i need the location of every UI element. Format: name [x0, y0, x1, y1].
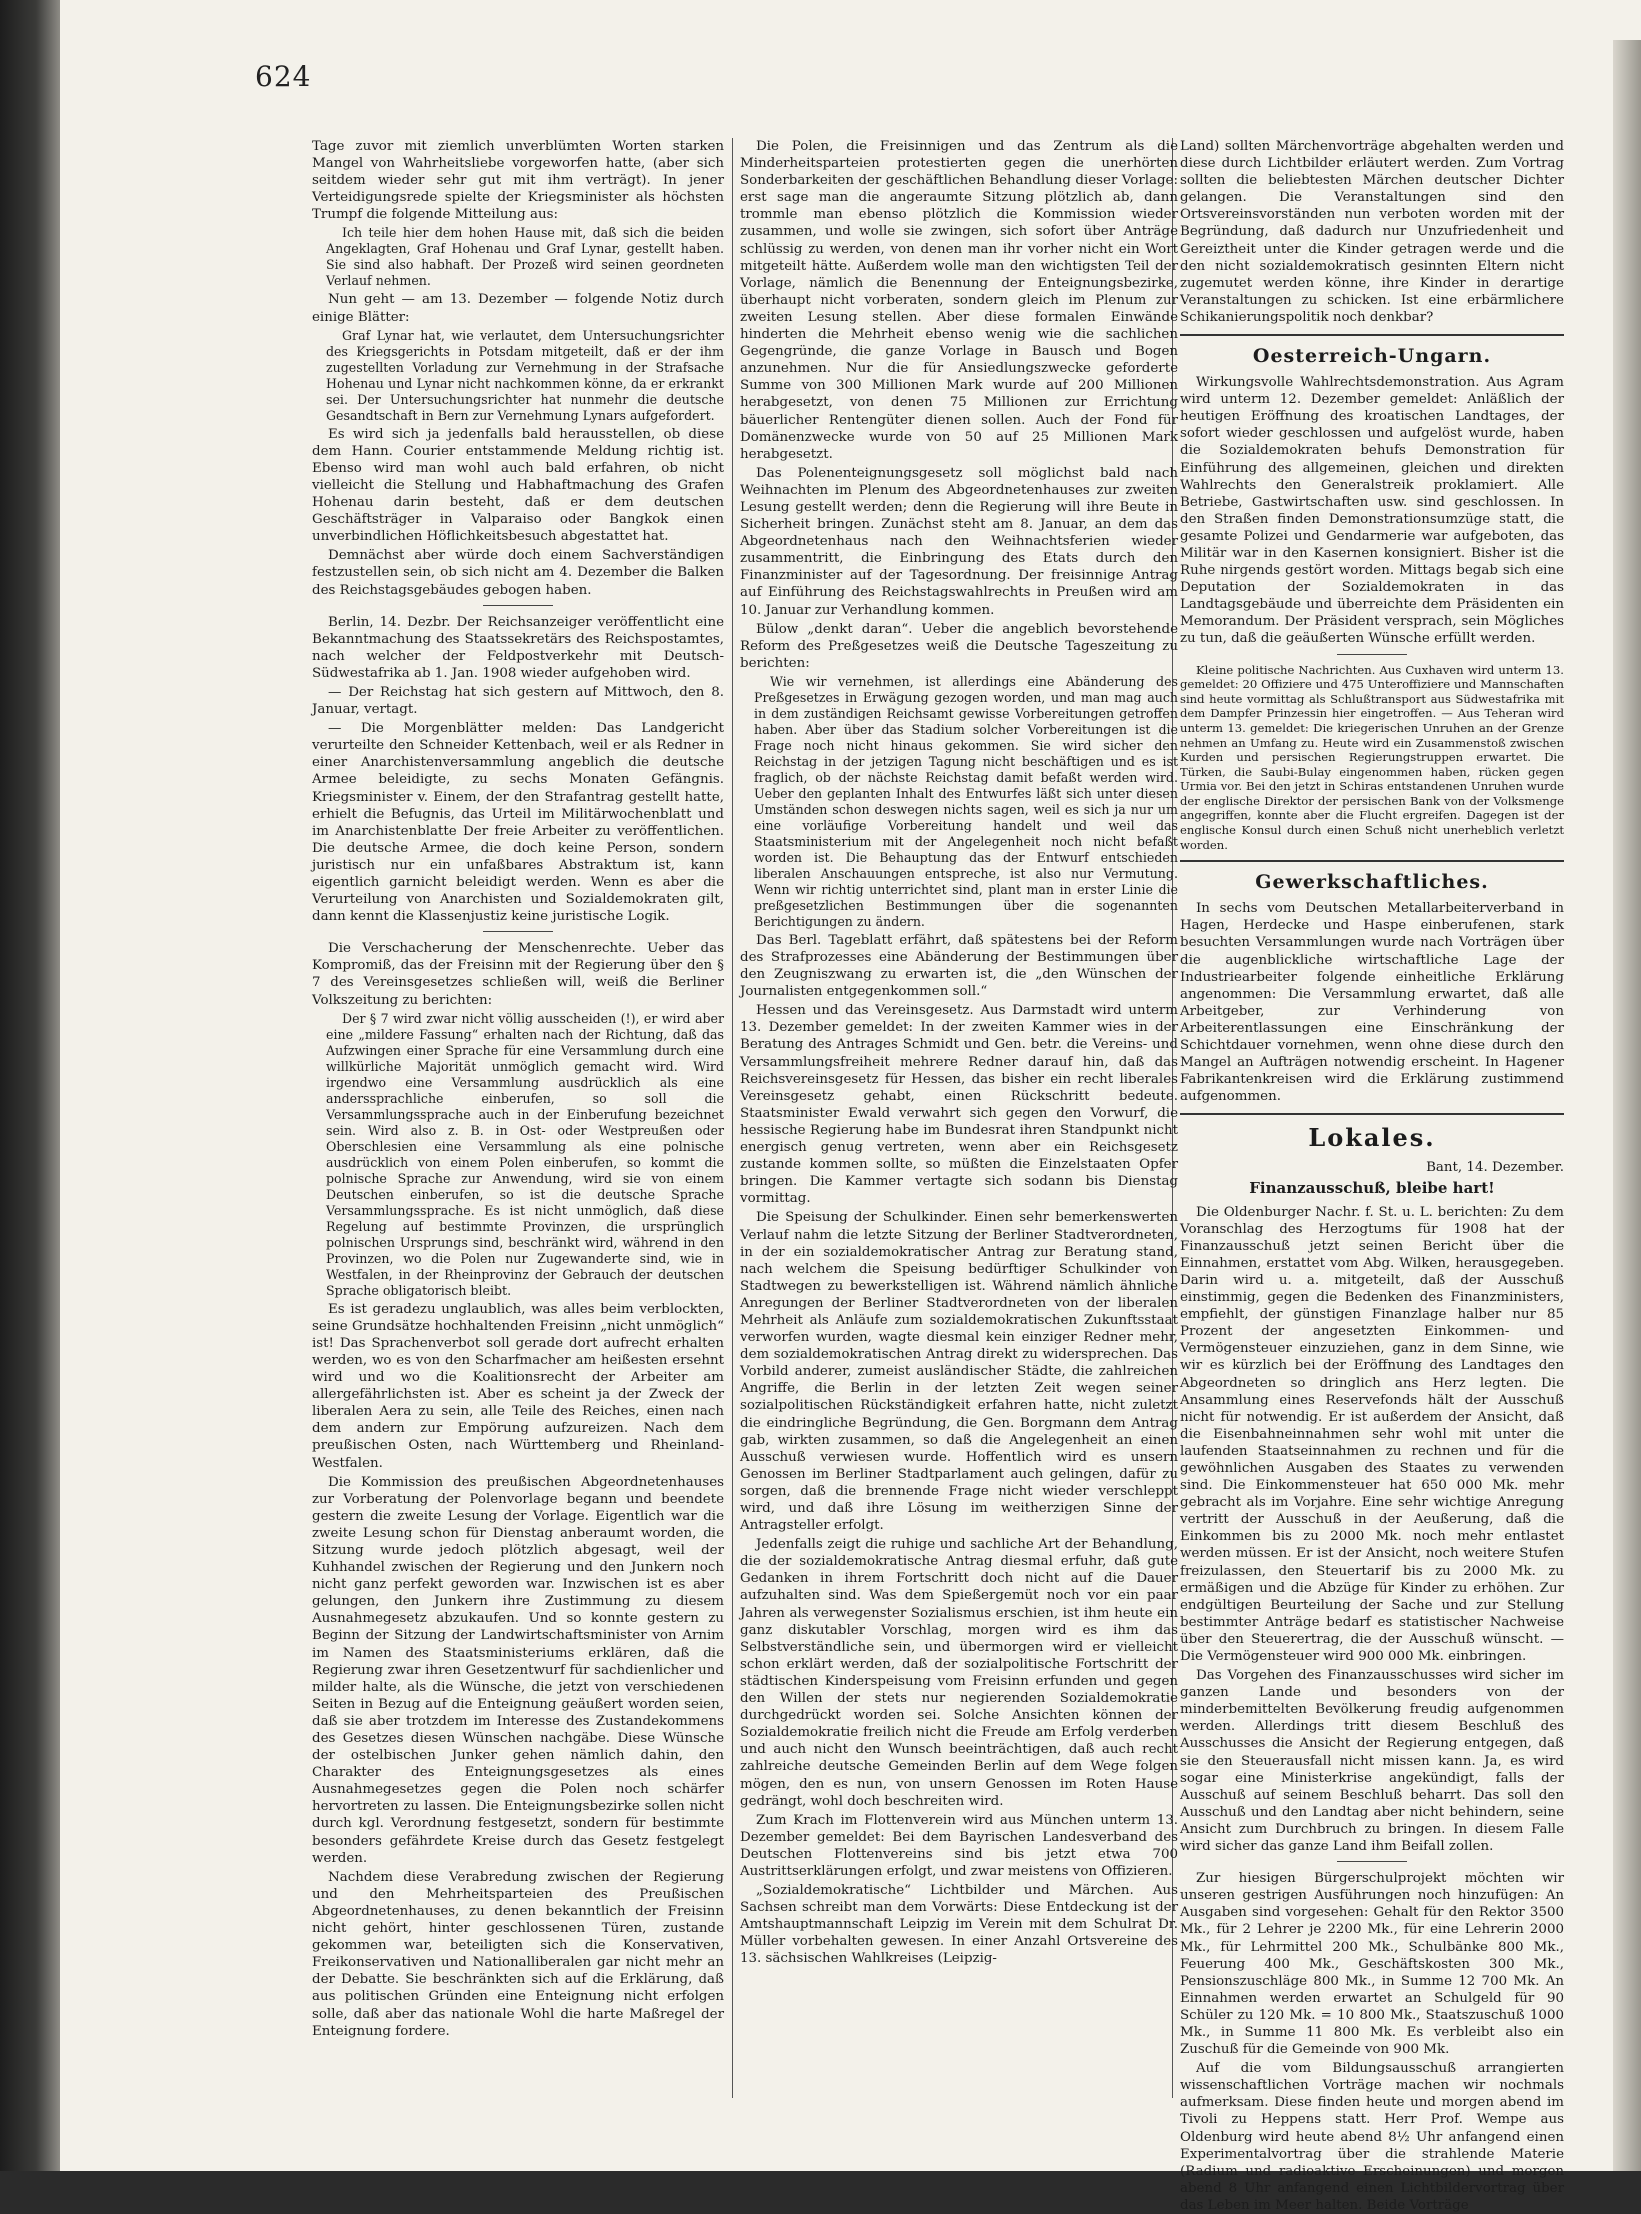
paragraph: Es wird sich ja jedenfalls bald herausstellen, ob diese dem Hann. Courier entstammende Meldung richtig ist. Ebenso wird man wohl auch bald erfahren, ob nicht vielleicht die Stellung und Habhaftmachung des Grafen Hohenau darin besteht, daß er dem deutschen Geschäftsträger in Valparaiso oder Bangkok einen unverbindlichen Höflichkeitsbesuch abgestattet hat.: [312, 426, 724, 545]
section-heading-austria: Oesterreich-Ungarn.: [1252, 345, 1492, 368]
separator: [483, 931, 553, 932]
paragraph: Die Kommission des preußischen Abgeordnetenhauses zur Vorberatung der Polenvorlage begann und beendete gestern die zweite Lesung der Vorlage. Eigentlich war die zweite Lesung schon für Dienstag anberaumt worden, die Sitzung wurde jedoch plötzlich abgesagt, weil der Kuhhandel zwischen der Regierung und den Junkern noch nicht ganz perfekt geworden war. Inzwischen ist es aber gelungen, den Junkern ihre Zustimmung zu diesem Ausnahmegesetz abzukaufen. Und so konnte gestern zu Beginn der Sitzung der Landwirtschaftsminister von Arnim im Namen des Staatsministeriums erklären, daß die Regierung zwar ihren Gesetzentwurf für sachdienlicher und milder halte, als die Wünsche, die jetzt von verschiedenen Seiten in Bezug auf die Enteignung geäußert worden seien, daß sie aber trotzdem im Interesse des Zustandekommens des Gesetzes diesen Wünschen nachgäbe. Diese Wünsche der ostelbischen Junker gehen nämlich dahin, den Charakter des Enteignungsgesetzes als eines Ausnahmegesetzes gegen die Polen noch schärfer hervortreten zu lassen. Die Enteignungsbezirke sollen nicht durch kgl. Verordnung festgesetzt, sondern für bestimmte besonders gefährdete Kreise durch das Gesetz festgelegt werden.: [312, 1474, 724, 1866]
paragraph: Die Oldenburger Nachr. f. St. u. L. berichten: Zu dem Voranschlag des Herzogtums für 1908 hat der Finanzausschuß jetzt seinen Bericht über die Einnahmen, erstattet vom Abg. Wilken, herausgegeben. Darin wird u. a. mitgeteilt, daß der Ausschuß einstimmig, gegen die Bedenken des Finanzministers, empfiehlt, der günstigen Finanzlage halber nur 85 Prozent der angesetzten Einkommen- und Vermögensteuer einzuziehen, ganz in dem Sinne, wie wir es kürzlich bei der Eröffnung des Landtages den Abgeordneten so dringlich ans Herz legten. Die Ansammlung eines Reservefonds hält der Ausschuß nicht für notwendig. Er ist außerdem der Ansicht, daß die Eisenbahneinnahmen sehr wohl mit unter die laufenden Staatseinnahmen zu rechnen und für die gewöhnlichen Ausgaben des Staates zu verwenden sind. Die Einkommensteuer hat 650 000 Mk. mehr gebracht als im Vorjahre. Eine sehr wichtige Anregung vertritt der Ausschuß in der Aeußerung, daß die Einkommen bis zu 2000 Mk. noch mehr entlastet werden müssen. Er ist der Ansicht, noch weitere Stufen freizulassen, den Steuertarif bis zu 2000 Mk. zu ermäßigen und die Abzüge für Kinder zu erhöhen. Zur endgültigen Beurteilung der Sache und zur Stellung bestimmter Anträge bedarf es statistischer Nachweise über den Steuerertrag, die der Ausschuß wünscht. — Die Vermögensteuer wird 900 000 Mk. einbringen.: [1180, 1204, 1564, 1664]
dateline: Bant, 14. Dezember.: [1426, 1160, 1564, 1176]
column-middle: [740, 138, 1178, 2138]
paragraph: Wirkungsvolle Wahlrechtsdemonstration. Aus Agram wird unterm 12. Dezember gemeldet: Anläßlich der heutigen Eröffnung des kroatischen Landtages, der sofort wieder geschlossen und aufgelöst wurde, haben die Sozialdemokraten behufs Demonstration für Einführung des allgemeinen, gleichen und direkten Wahlrechts den Generalstreik proklamiert. Alle Betriebe, Gastwirtschaften usw. sind geschlossen. In den Straßen finden Demonstrationsumzüge statt, die gesamte Polizei und Gendarmerie war aufgeboten, das Militär war in den Kasernen konsigniert. Bisher ist die Ruhe nirgends gestört worden. Mittags begab sich eine Deputation der Sozialdemokraten in das Landtagsgebäude und überreichte dem Präsidenten ein Memorandum. Der Präsident versprach, sein Mögliches zu tun, daß die geäußerten Wünsche erfüllt werden.: [1180, 375, 1564, 647]
page-number: 624: [255, 60, 312, 93]
paragraph: Es ist geradezu unglaublich, was alles beim verblockten, seine Grundsätze hochhaltenden Freisinn „nicht unmöglich“ ist! Das Sprachenverbot soll gerade dort aufrecht erhalten werden, wo es von den Scharfmacher am heißesten ersehnt wird und wo die Koalitionsrecht der Arbeiter am allergefährlichsten ist. Aber es scheint ja der Zweck der liberalen Aera zu sein, alle Teile des Reiches, einen nach dem andern zur Empörung aufzureizen. Nach dem preußischen Osten, nach Württemberg und Rheinland-Westfalen.: [312, 1301, 724, 1471]
article-heading: Finanzausschuß, bleibe hart!: [1249, 1179, 1495, 1198]
paragraph: Tage zuvor mit ziemlich unverblümten Worten starken Mangel von Wahrheitsliebe vorgeworfen hatte, (aber sich seitdem wieder sehr gut mit ihm verträgt). In jener Verteidigungsrede spielte der Kriegsminister als höchsten Trumpf die folgende Mitteilung aus:: [312, 139, 724, 223]
paragraph: Zum Krach im Flottenverein wird aus München unterm 13. Dezember gemeldet: Bei dem Bayrischen Landesverband des Deutschen Flottenvereins sind bis jetzt etwa 700 Austrittserklärungen erfolgt, und zwar meistens von Offizieren.: [740, 1812, 1178, 1879]
paragraph: Das Vorgehen des Finanzausschusses wird sicher im ganzen Lande und besonders von der minderbemittelten Bevölkerung freudig aufgenommen werden. Allerdings tritt diesem Beschluß des Ausschusses die Ansicht der Regierung entgegen, daß sie den Steuerausfall nicht missen kann. Ja, es wird sogar eine Ministerkrise angekündigt, falls der Ausschuß auf seinem Beschluß beharrt. Das soll den Ausschuß und den Landtag aber nicht behindern, seine Ansicht zum Durchbruch zu bringen. In diesem Falle wird sicher das ganze Land ihm Beifall zollen.: [1180, 1668, 1564, 1855]
page-edge: [1613, 40, 1641, 2171]
quotation: Ich teile hier dem hohen Hause mit, daß sich die beiden Angeklagten, Graf Hohenau und Graf Lynar, gestellt haben. Sie sind also habhaft. Der Prozeß wird seinen geordneten Verlauf nehmen.: [326, 225, 724, 289]
paragraph: — Der Reichstag hat sich gestern auf Mittwoch, den 8. Januar, vertagt.: [312, 684, 724, 718]
paragraph: Auf die vom Bildungsausschuß arrangierten wissenschaftlichen Vorträge machen wir nochmals aufmerksam. Diese finden heute und morgen abend im Tivoli zu Heppens statt. Herr Prof. Wempe aus Oldenburg wird heute abend 8½ Uhr anfangend einen Experimentalvortrag über die strahlende Materie (Radium und radioaktive Erscheinungen) und morgen abend 8 Uhr anfangend einen Lichtbildervortrag über das Leben im Meer halten. Beide Vorträge: [1180, 2061, 1564, 2213]
quotation: Wie wir vernehmen, ist allerdings eine Abänderung des Preßgesetzes in Erwägung gezogen worden, und man mag auch in dem zuständigen Reichsamt gewisse Vorbereitungen getroffen haben. Aber über das Stadium solcher Vorbereitungen ist die Frage noch nicht hinaus gekommen. Sie wird sicher den Reichstag in der jetzigen Tagung nicht beschäftigen und es ist fraglich, ob der nächste Reichstag damit befaßt werden wird. Ueber den geplanten Inhalt des Entwurfes läßt sich unter diesen Umständen schon deswegen nichts sagen, weil es sich ja nur um eine vorläufige Vorbereitung handelt und weil das Staatsministerium mit der Angelegenheit noch nicht befaßt worden ist. Die Behauptung das der Entwurf entschieden liberalen Anschauungen entspreche, ist also nur Vermutung. Wenn wir richtig unterrichtet sind, plant man in erster Linie die preßgesetzlichen Bestimmungen über die sogenannten Berichtigungen zu ändern.: [754, 673, 1178, 929]
separator: [1337, 1861, 1407, 1862]
column-rule: [732, 138, 733, 2098]
paragraph: Jedenfalls zeigt die ruhige und sachliche Art der Behandlung, die der sozialdemokratische Antrag diesmal erfuhr, daß gute Gedanken in ihrem Fortschritt doch nicht auf die Dauer aufzuhalten sind. Was dem Spießergemüt noch vor ein paar Jahren als verwegenster Sozialismus erschien, ist ihm heute ein ganz diskutabler Vorschlag, morgen wird es ihm das Selbstverständliche sein, und übermorgen wird er vielleicht schon erklärt werden, daß der sozialpolitische Fortschritt der städtischen Kinderspeisung vom Freisinn erfunden und gegen den Willen der stets nur negierenden Sozialdemokratie durchgedrückt worden sei. Solche Ansichten können der Sozialdemokratie freilich nicht die Freude am Erfolg verderben und auch nicht den Wunsch beeinträchtigen, daß auch recht zahlreiche deutsche Gemeinden Berlin auf dem Wege folgen mögen, den es nun, von unsern Genossen im Roten Hause gedrängt, wohl doch beschreiten wird.: [740, 1537, 1178, 1809]
paragraph: Demnächst aber würde doch einem Sachverständigen festzustellen sein, ob sich nicht am 4. Dezember die Balken des Reichstagsgebäudes gebogen haben.: [312, 548, 724, 598]
paragraph: Zur hiesigen Bürgerschulprojekt möchten wir unseren gestrigen Ausführungen noch hinzufügen: An Ausgaben sind vorgesehen: Gehalt für den Rektor 3500 Mk., für 2 Lehrer je 2200 Mk., für eine Lehrerin 2000 Mk., für Lehrmittel 200 Mk., Schulbänke 800 Mk., Feuerung 400 Mk., Geschäftskosten 300 Mk., Pensionszuschläge 800 Mk., in Summe 12 700 Mk. An Einnahmen werden erwartet an Schulgeld für 90 Schüler zu 120 Mk. = 10 800 Mk., Staatszuschuß 1000 Mk., in Summe 11 800 Mk. Es verbleibt also ein Zuschuß für die Gemeinde von 900 Mk.: [1180, 1871, 1564, 2058]
column-left: [312, 138, 724, 2138]
quotation: Der § 7 wird zwar nicht völlig ausscheiden (!), er wird aber eine „mildere Fassung“ erhalten nach der Richtung, daß das Aufzwingen einer Sprache für eine Versammlung durch eine willkürliche Majorität unmöglich gemacht wird. Wird irgendwo eine Versammlung ausdrücklich als eine anderssprachliche einberufen, so soll die Versammlungssprache auch in der Einberufung bezeichnet sein. Wird also z. B. in Ost- oder Westpreußen oder Oberschlesien eine Versammlung als eine polnische ausdrücklich von einem Polen einberufen, so kommt die polnische Sprache zur Anwendung, wird sie von einem Deutschen einberufen, so ist die deutsche Sprache Versammlungssprache. Es ist nicht unmöglich, daß diese Regelung auf bestimmte Provinzen, die ursprünglich polnischen Ursprungs sind, beschränkt wird, während in den Provinzen, wo die Polen nur Zugewanderte sind, wie in Westfalen, in der Rheinprovinz der Gebrauch der deutschen Sprache obligatorisch bleibt.: [326, 1010, 724, 1298]
paragraph: In sechs vom Deutschen Metallarbeiterverband in Hagen, Herdecke und Haspe einberufenen, stark besuchten Versammlungen wurde nach Vorträgen über die augenblickliche wirtschaftliche Lage der Industriearbeiter folgende einheitliche Erklärung angenommen: Die Versammlung erwartet, daß alle Arbeitgeber, zur Verhinderung von Arbeiterentlassungen eine Einschränkung der Schichtdauer vornehmen, wenn ohne diese durch den Mangel an Aufträgen notwendig erscheint. In Hagener Fabrikantenkreisen wird die Erklärung zustimmend aufgenommen.: [1180, 901, 1564, 1105]
paragraph: Das Berl. Tageblatt erfährt, daß spätestens bei der Reform des Strafprozesses eine Abänderung der Bestimmungen über den Zeugniszwang zu erwarten ist, die „den Wünschen der Journalisten entgegenkommen soll.“: [740, 932, 1178, 1000]
paragraph: Berlin, 14. Dezbr. Der Reichsanzeiger veröffentlicht eine Bekanntmachung des Staatssekretärs des Reichspostamtes, nach welcher der Feldpostverkehr mit Deutsch-Südwestafrika ab 1. Jan. 1908 wieder aufgehoben wird.: [312, 614, 724, 681]
paragraph: Kleine politische Nachrichten. Aus Cuxhaven wird unterm 13. gemeldet: 20 Offiziere und 475 Unteroffiziere und Mannschaften sind heute vormittag als Schlußtransport aus Südwestafrika mit dem Dampfer Prinzessin hier eingetroffen. — Aus Teheran wird unterm 13. gemeldet: Die kriegerischen Unruhen an der Grenze nehmen an Umfang zu. Heute wird ein Zusammenstoß zwischen Kurden und persischen Regierungstruppen erwartet. Die Türken, die Saubi-Bulay eingenommen haben, rücken gegen Urmia vor. Bei den jetzt in Schiras entstandenen Unruhen wurde der englische Direktor der persischen Bank von der Volksmenge angegriffen, konnte aber die Flucht ergreifen. Dagegen ist der englische Konsul durch einen Schuß nicht unerheblich verletzt worden.: [1180, 662, 1564, 852]
paragraph: „Sozialdemokratische“ Lichtbilder und Märchen. Aus Sachsen schreibt man dem Vorwärts: Diese Entdeckung ist der Amtshauptmannschaft Leipzig im Verein mit dem Schulrat Dr. Müller vorbehalten gewesen. In einer Anzahl Ortsvereine des 13. sächsischen Wahlkreises (Leipzig-: [740, 1883, 1178, 1967]
paragraph: Bülow „denkt daran“. Ueber die angeblich bevorstehende Reform des Preßgesetzes weiß die Deutsche Tageszeitung zu berichten:: [740, 621, 1178, 671]
quotation: Graf Lynar hat, wie verlautet, dem Untersuchungsrichter des Kriegsgerichts in Potsdam mitgeteilt, daß er der ihm zugestellten Vorladung zur Vernehmung in der Strafsache Hohenau und Lynar nicht nachkommen könne, da er erkrankt sei. Der Untersuchungsrichter hat nunmehr die deutsche Gesandtschaft in Bern zur Vernehmung Lynars aufgefordert.: [326, 327, 724, 423]
book-spine: [0, 0, 60, 2171]
paragraph: Hessen und das Vereinsgesetz. Aus Darmstadt wird unterm 13. Dezember gemeldet: In der zweiten Kammer wies in der Beratung des Antrages Schmidt und Gen. betr. die Vereins- und Versammlungsfreiheit mehrere Redner darauf hin, daß das Reichsvereinsgesetz für Hessen, das bisher ein recht liberales Vereinsgesetz gehabt, einen Rückschritt bedeute. Staatsminister Ewald verwahrt sich gegen den Vorwurf, die hessische Regierung habe im Bundesrat ihren Standpunkt nicht energisch genug vertreten, wenn aber ein Reichsgesetz zustande kommen sollte, so müßten die Einzelstaaten Opfer bringen. Die Kammer vertagte sich sodann bis Dienstag vormittag.: [740, 1003, 1178, 1207]
paragraph: Die Speisung der Schulkinder. Einen sehr bemerkenswerten Verlauf nahm die letzte Sitzung der Berliner Stadtverordneten, in der ein sozialdemokratischer Antrag zur Beratung stand, nach welchem die Speisung bedürftiger Schulkinder von Stadtwegen zu bewerkstelligen ist. Während nämlich ähnliche Anregungen der Berliner Stadtverordneten von der liberalen Mehrheit als Anläufe zum sozialdemokratischen Zukunftsstaat verworfen wurden, wagte diesmal kein einziger Redner mehr, dem sozialdemokratischen Antrag direkt zu widersprechen. Das Vorbild anderer, zumeist ausländischer Städte, die zahlreichen Angriffe, die Berlin in der letzten Zeit wegen seiner sozialpolitischen Rückständigkeit erfahren hatte, nicht zuletzt die eindringliche Begründung, die Gen. Borgmann dem Antrag gab, wirkten zusammen, so daß die Angelegenheit an einen Ausschuß verwiesen wurde. Hoffentlich wird es unsern Genossen im Berliner Stadtparlament auch gelingen, dafür zu sorgen, daß die brennende Frage nicht wieder verschleppt wird, und daß ihre Lösung im weitherzigen Sinne der Antragsteller erfolgt.: [740, 1210, 1178, 1534]
section-rule: [1180, 334, 1564, 336]
paragraph: — Die Morgenblätter melden: Das Landgericht verurteilte den Schneider Kettenbach, weil er als Redner in einer Anarchistenversammlung angeblich die deutsche Armee beleidigte, zu sechs Monaten Gefängnis. Kriegsminister v. Einem, der den Strafantrag gestellt hatte, erhielt die Befugnis, das Urteil im Militärwochenblatt und im Anarchistenblatte Der freie Arbeiter zu veröffentlichen. Die deutsche Armee, die doch keine Person, sondern juristisch nur ein unfaßbares Abstraktum ist, kann eigentlich garnicht beleidigt werden. Wenn es aber die Verurteilung von Anarchisten und Sozialdemokraten gilt, dann kennt die Klassenjustiz keine juristische Logik.: [312, 721, 724, 925]
section-rule: [1180, 1113, 1564, 1115]
paragraph: Das Polenenteignungsgesetz soll möglichst bald nach Weihnachten im Plenum des Abgeordnetenhauses zur zweiten Lesung gestellt werden; denn die Regierung will ihre Beute in Sicherheit bringen. Zunächst steht am 8. Januar, an dem das Abgeordnetenhaus nach den Weihnachtsferien wieder zusammentritt, die Einbringung des Etats durch den Finanzminister auf der Tagesordnung. Der freisinnige Antrag auf Einführung des Reichstagswahlrechts in Preußen wird am 10. Januar zur Verhandlung kommen.: [740, 465, 1178, 618]
paragraph: Nachdem diese Verabredung zwischen der Regierung und den Mehrheitsparteien des Preußischen Abgeordnetenhauses, zu denen bekanntlich der Freisinn nicht gehört, hinter geschlossenen Türen, zustande gekommen war, beteiligten sich die Konservativen, Freikonservativen und Nationalliberalen gar nicht mehr an der Debatte. Sie beschränkten sich auf die Erklärung, daß aus politischen Gründen eine Enteignung nicht erfolgen solle, daß aber das nationale Wohl die harte Maßregel der Enteignung fordere.: [312, 1869, 724, 2039]
section-rule: [1180, 860, 1564, 862]
separator: [483, 605, 553, 606]
separator: [1337, 654, 1407, 655]
paragraph: Die Verschacherung der Menschenrechte. Ueber das Kompromiß, das der Freisinn mit der Regierung über den § 7 des Vereinsgesetzes schließen will, weiß die Berliner Volkszeitung zu berichten:: [312, 941, 724, 1008]
section-heading-union: Gewerkschaftliches.: [1255, 871, 1489, 894]
column-right: [1180, 138, 1564, 2213]
section-heading-local: Lokales.: [1308, 1123, 1436, 1153]
paragraph: Nun geht — am 13. Dezember — folgende Notiz durch einige Blätter:: [312, 292, 724, 325]
paragraph: Die Polen, die Freisinnigen und das Zentrum als die Minderheitsparteien protestierten gegen die unerhörten Sonderbarkeiten der geschäftlichen Behandlung dieser Vorlage: erst sage man die angeraumte Sitzung plötzlich ab, dann trommle man ebenso plötzlich die Kommission wieder zusammen, und wolle sie zwingen, sich sofort über Anträge schlüssig zu werden, von denen man ihr vorher nicht ein Wort mitgeteilt hätte. Außerdem wolle man den wichtigsten Teil der Vorlage, nämlich die Benennung der Enteignungsbezirke, überhaupt nicht vorberaten, sondern gleich im Plenum zur zweiten Lesung stellen. Aber diese formalen Einwände hinderten die Mehrheit ebenso wenig wie die sachlichen Gegengründe, die ganze Vorlage in Bausch und Bogen anzunehmen. Nur die für Ansiedlungszwecke geforderte Summe von 300 Millionen Mark wurde auf 200 Millionen herabgesetzt, von denen 75 Millionen zur Errichtung bäuerlicher Rentengüter dienen sollen. Auch der Fond für Domänenzwecke wurde von 50 auf 25 Millionen Mark herabgesetzt.: [740, 139, 1178, 462]
paragraph: Land) sollten Märchenvorträge abgehalten werden und diese durch Lichtbilder erläutert werden. Zum Vortrag sollten die beliebtesten Märchen deutscher Dichter gelangen. Die Veranstaltungen sind den Ortsvereinsvorständen nun verboten worden mit der Begründung, daß dadurch nur Unzufriedenheit und Gereiztheit unter die Kinder getragen werde und die den nicht sozialdemokratisch gesinnten Eltern nicht zugemutet werden könne, ihre Kinder in derartige Veranstaltungen zu schicken. Ist eine erbärmlichere Schikanierungspolitik noch denkbar?: [1180, 139, 1564, 325]
